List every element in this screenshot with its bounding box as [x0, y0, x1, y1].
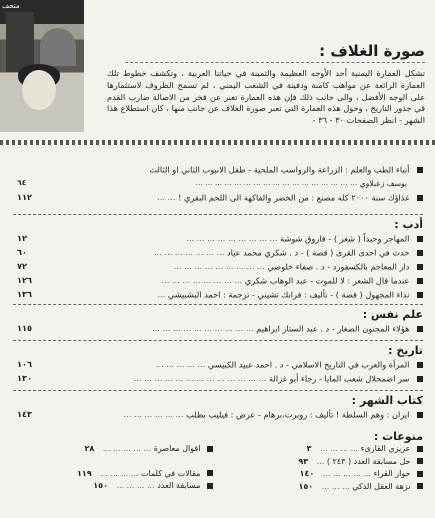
- leader-dots: ... ... ... ...: [100, 468, 139, 478]
- bullet-icon: [417, 446, 423, 452]
- bullet-icon: [417, 278, 423, 284]
- leader-dots: ... ...: [157, 192, 176, 202]
- toc-page-number: ٦٤: [17, 178, 27, 187]
- toc-entry-text: اقوال معاصرة: [153, 444, 201, 453]
- bullet-icon: [417, 195, 423, 201]
- toc-page-number: ٦٠: [17, 247, 27, 257]
- leader-dots: ... ... ... ... ... ... ... ... ... ... ... ... ...: [133, 373, 267, 383]
- toc-page-number: ١٢٦: [17, 275, 32, 285]
- perforation-divider: [0, 140, 435, 145]
- toc-page-number: ١١٩: [77, 468, 92, 478]
- leader-dots: ... ... ... ... ... ... ... ... ... ... ... ... ... ... ... ... ...: [195, 178, 358, 187]
- toc-entry-text: حل مسابقة العدد ( ٢٤٣ ): [326, 456, 411, 466]
- building-arch: [40, 28, 76, 66]
- manawaat-grid: [13, 444, 423, 518]
- toc-entry[interactable]: [15, 289, 423, 303]
- toc-entry-text: حدث في احدى القرى ( قصة ) - د . شكري محمد عياد: [226, 247, 410, 258]
- toc-entry-text: يوسف زعبلاوي: [359, 178, 407, 188]
- toc-entry-text: المهاجر وحيداً ( شعر ) - فاروق شوشة: [280, 233, 410, 244]
- toc-entry-text: المرأة والعرب في التاريخ الاسلامي - د . احمد عبيد الكبيسي: [207, 359, 410, 370]
- leader-dots: ...: [157, 289, 166, 299]
- manawaat-column-left: [13, 444, 213, 494]
- section-nafs: [15, 308, 423, 337]
- bullet-icon: [417, 326, 423, 332]
- bullet-icon: [417, 412, 423, 418]
- bullet-icon: [417, 236, 423, 242]
- leader-dots: ... ... ... ... ... ... ... ... ...: [186, 233, 278, 243]
- section-kitab: [15, 394, 423, 423]
- toc-entry-text: عندما قال الشعر : لا للموت - عبد الوهاب شكري: [244, 275, 410, 286]
- leader-dots: ... ... ... ... ... ... ... ...: [161, 275, 243, 285]
- section-divider: [13, 214, 423, 215]
- bullet-icon: [207, 446, 213, 452]
- section-title: كتاب الشهر :: [351, 394, 423, 407]
- toc-page-number: ١٥٠: [93, 481, 108, 490]
- toc-page-number: ١٣٠: [17, 373, 32, 383]
- bullet-icon: [417, 264, 423, 270]
- leader-dots: ... ... ... ... ... ... ...: [154, 247, 225, 257]
- toc-entry[interactable]: [15, 409, 423, 423]
- bullet-icon: [417, 167, 423, 173]
- toc-page-number: ١١٢: [17, 192, 32, 202]
- leader-dots: ... ... ... ... ...: [102, 444, 152, 453]
- section-divider: [13, 304, 423, 305]
- section-title: أدب :: [394, 218, 423, 231]
- toc-entry[interactable]: [13, 481, 213, 494]
- top-items: [15, 164, 423, 206]
- cover-photo-label: متحف: [2, 2, 20, 10]
- bullet-icon: [417, 250, 423, 256]
- toc-entry[interactable]: [15, 275, 423, 289]
- toc-entry[interactable]: [15, 323, 423, 337]
- cover-title: صورة الغلاف :: [319, 42, 425, 60]
- leader-dots: ... ... ... ...: [116, 481, 155, 490]
- leader-dots: ... ... ...: [321, 481, 350, 491]
- cover-title-rule: [125, 62, 425, 63]
- bullet-icon: [417, 483, 423, 489]
- toc-page-number: ٧٢: [17, 261, 27, 271]
- toc-entry-text: نزهة العقل الذكي: [352, 481, 411, 491]
- toc-entry-text: ايران : وهم السلطة ! تأليف : روبرت،برهام - عرض : فيليب بطلب: [186, 409, 410, 420]
- leader-dots: ... ... ... ...: [320, 444, 359, 453]
- bullet-icon: [207, 470, 213, 476]
- toc-entry[interactable]: [15, 261, 423, 275]
- section-adab: [15, 218, 423, 303]
- toc-entry-text: مسابقة العدد: [157, 481, 201, 490]
- section-title: تاريخ :: [388, 344, 423, 357]
- section-divider: [13, 390, 423, 391]
- toc-entry[interactable]: [223, 457, 423, 470]
- toc-entry-text: غذاؤك سنة ٢٠٠٠ كله مصنع : من الخضر والفاكهة الى اللحم البقري !: [178, 192, 410, 203]
- bullet-icon: [417, 292, 423, 298]
- toc-entry-text: نداء المجهول ( قصة ) - تأليف : فرانك تشيني - ترجمة : احمد البشبيشي: [167, 289, 410, 300]
- leader-dots: ... ... ... ... ... ...: [123, 409, 184, 419]
- bullet-icon: [417, 362, 423, 368]
- toc-page-number: ١٤٣: [17, 409, 32, 419]
- manawaat-column-right: [223, 444, 423, 494]
- person-face: [22, 70, 56, 110]
- bullet-icon: [417, 471, 423, 477]
- toc-entry-text: مقالات في كلمات: [140, 468, 201, 478]
- bullet-icon: [417, 376, 423, 382]
- section-manawaat: [15, 430, 423, 445]
- toc-page-number: ١٢: [17, 233, 27, 243]
- leader-dots: ... ... ... ... ...: [155, 359, 206, 369]
- toc-entry[interactable]: [15, 233, 423, 247]
- toc-page-number: ٣: [306, 444, 312, 453]
- building-tower: [6, 12, 34, 72]
- toc-page-number: ١١٥: [17, 323, 32, 333]
- toc-entry-text: دار المعاجم بالكسفورد - د . صفاء خلوصي: [267, 261, 410, 272]
- toc-entry-text: حوار القراء: [373, 469, 411, 478]
- toc-entry[interactable]: [15, 164, 423, 178]
- leader-dots: ...: [316, 456, 325, 466]
- toc-entry[interactable]: [15, 247, 423, 261]
- toc-entry-author: [15, 178, 423, 192]
- toc-page-number: ٢٨: [84, 444, 95, 453]
- toc-entry[interactable]: [15, 373, 423, 387]
- cover-description: تشكل العمارة اليمنية أحد الأوجه العظيمة والثمينة في حياتنا العربية ، وتكشف خطوط تلك العمارة الرائعة عن مواهب كامنة ودفينة في الشعب اليمني ، لم تسمح الظروف لاستثمارها على الوجه الأفضل ، والى جانب ذلك فإن هذه العمارة تعبر عن فخر من الاصالة ضارب القدم في جذور التاريخ ، وحول هذه العمارة التي تعبر صورة الغلاف عن جانب منها ، كان استطلاع هذا الشهر - انظر الصفحات ٣٠ - ٣٦ -: [107, 68, 425, 126]
- leader-dots: ... ... ... ... ... ... ... ... ... ...: [152, 323, 254, 333]
- toc-page-number: ١٠٦: [17, 359, 32, 369]
- section-title: علم نفس :: [362, 308, 423, 321]
- toc-entry-text: سر اضمحلال شعب المايا - رجاء أبو غزالة: [269, 373, 410, 384]
- toc-page-number: ٩٣: [298, 456, 309, 466]
- toc-entry[interactable]: [223, 482, 423, 495]
- toc-entry-text: أنباء الطب والعلم : الزراعة والرواسب الملحية - طفل الانبوب الثاني او الثالث: [149, 164, 410, 175]
- toc-entry[interactable]: [15, 359, 423, 373]
- section-divider: [13, 340, 423, 341]
- leader-dots: ... ... ... ... ...: [322, 469, 372, 478]
- toc-entry[interactable]: [223, 469, 423, 482]
- leader-dots: ... ... ... ... ... ... ... ... ...: [173, 261, 265, 271]
- toc-entry[interactable]: [15, 192, 423, 206]
- toc-page-number: ١٣٦: [17, 289, 32, 299]
- cover-photo: [0, 0, 84, 132]
- bullet-icon: [417, 458, 423, 464]
- toc-page-number: ١٥٠: [298, 481, 314, 491]
- toc-page-number: ١٤٠: [299, 469, 315, 478]
- toc-entry[interactable]: [13, 469, 213, 482]
- bullet-icon: [207, 483, 213, 489]
- section-tarikh: [15, 344, 423, 387]
- toc-entry[interactable]: [13, 444, 213, 457]
- toc-entry-text: عزيزي القارىء: [360, 444, 411, 453]
- section-title: منوعات :: [373, 430, 423, 443]
- toc-entry-text: هؤلاء المجنون الصغار - د . عبد الستار ابراهيم: [256, 323, 410, 334]
- toc-entry[interactable]: [223, 444, 423, 457]
